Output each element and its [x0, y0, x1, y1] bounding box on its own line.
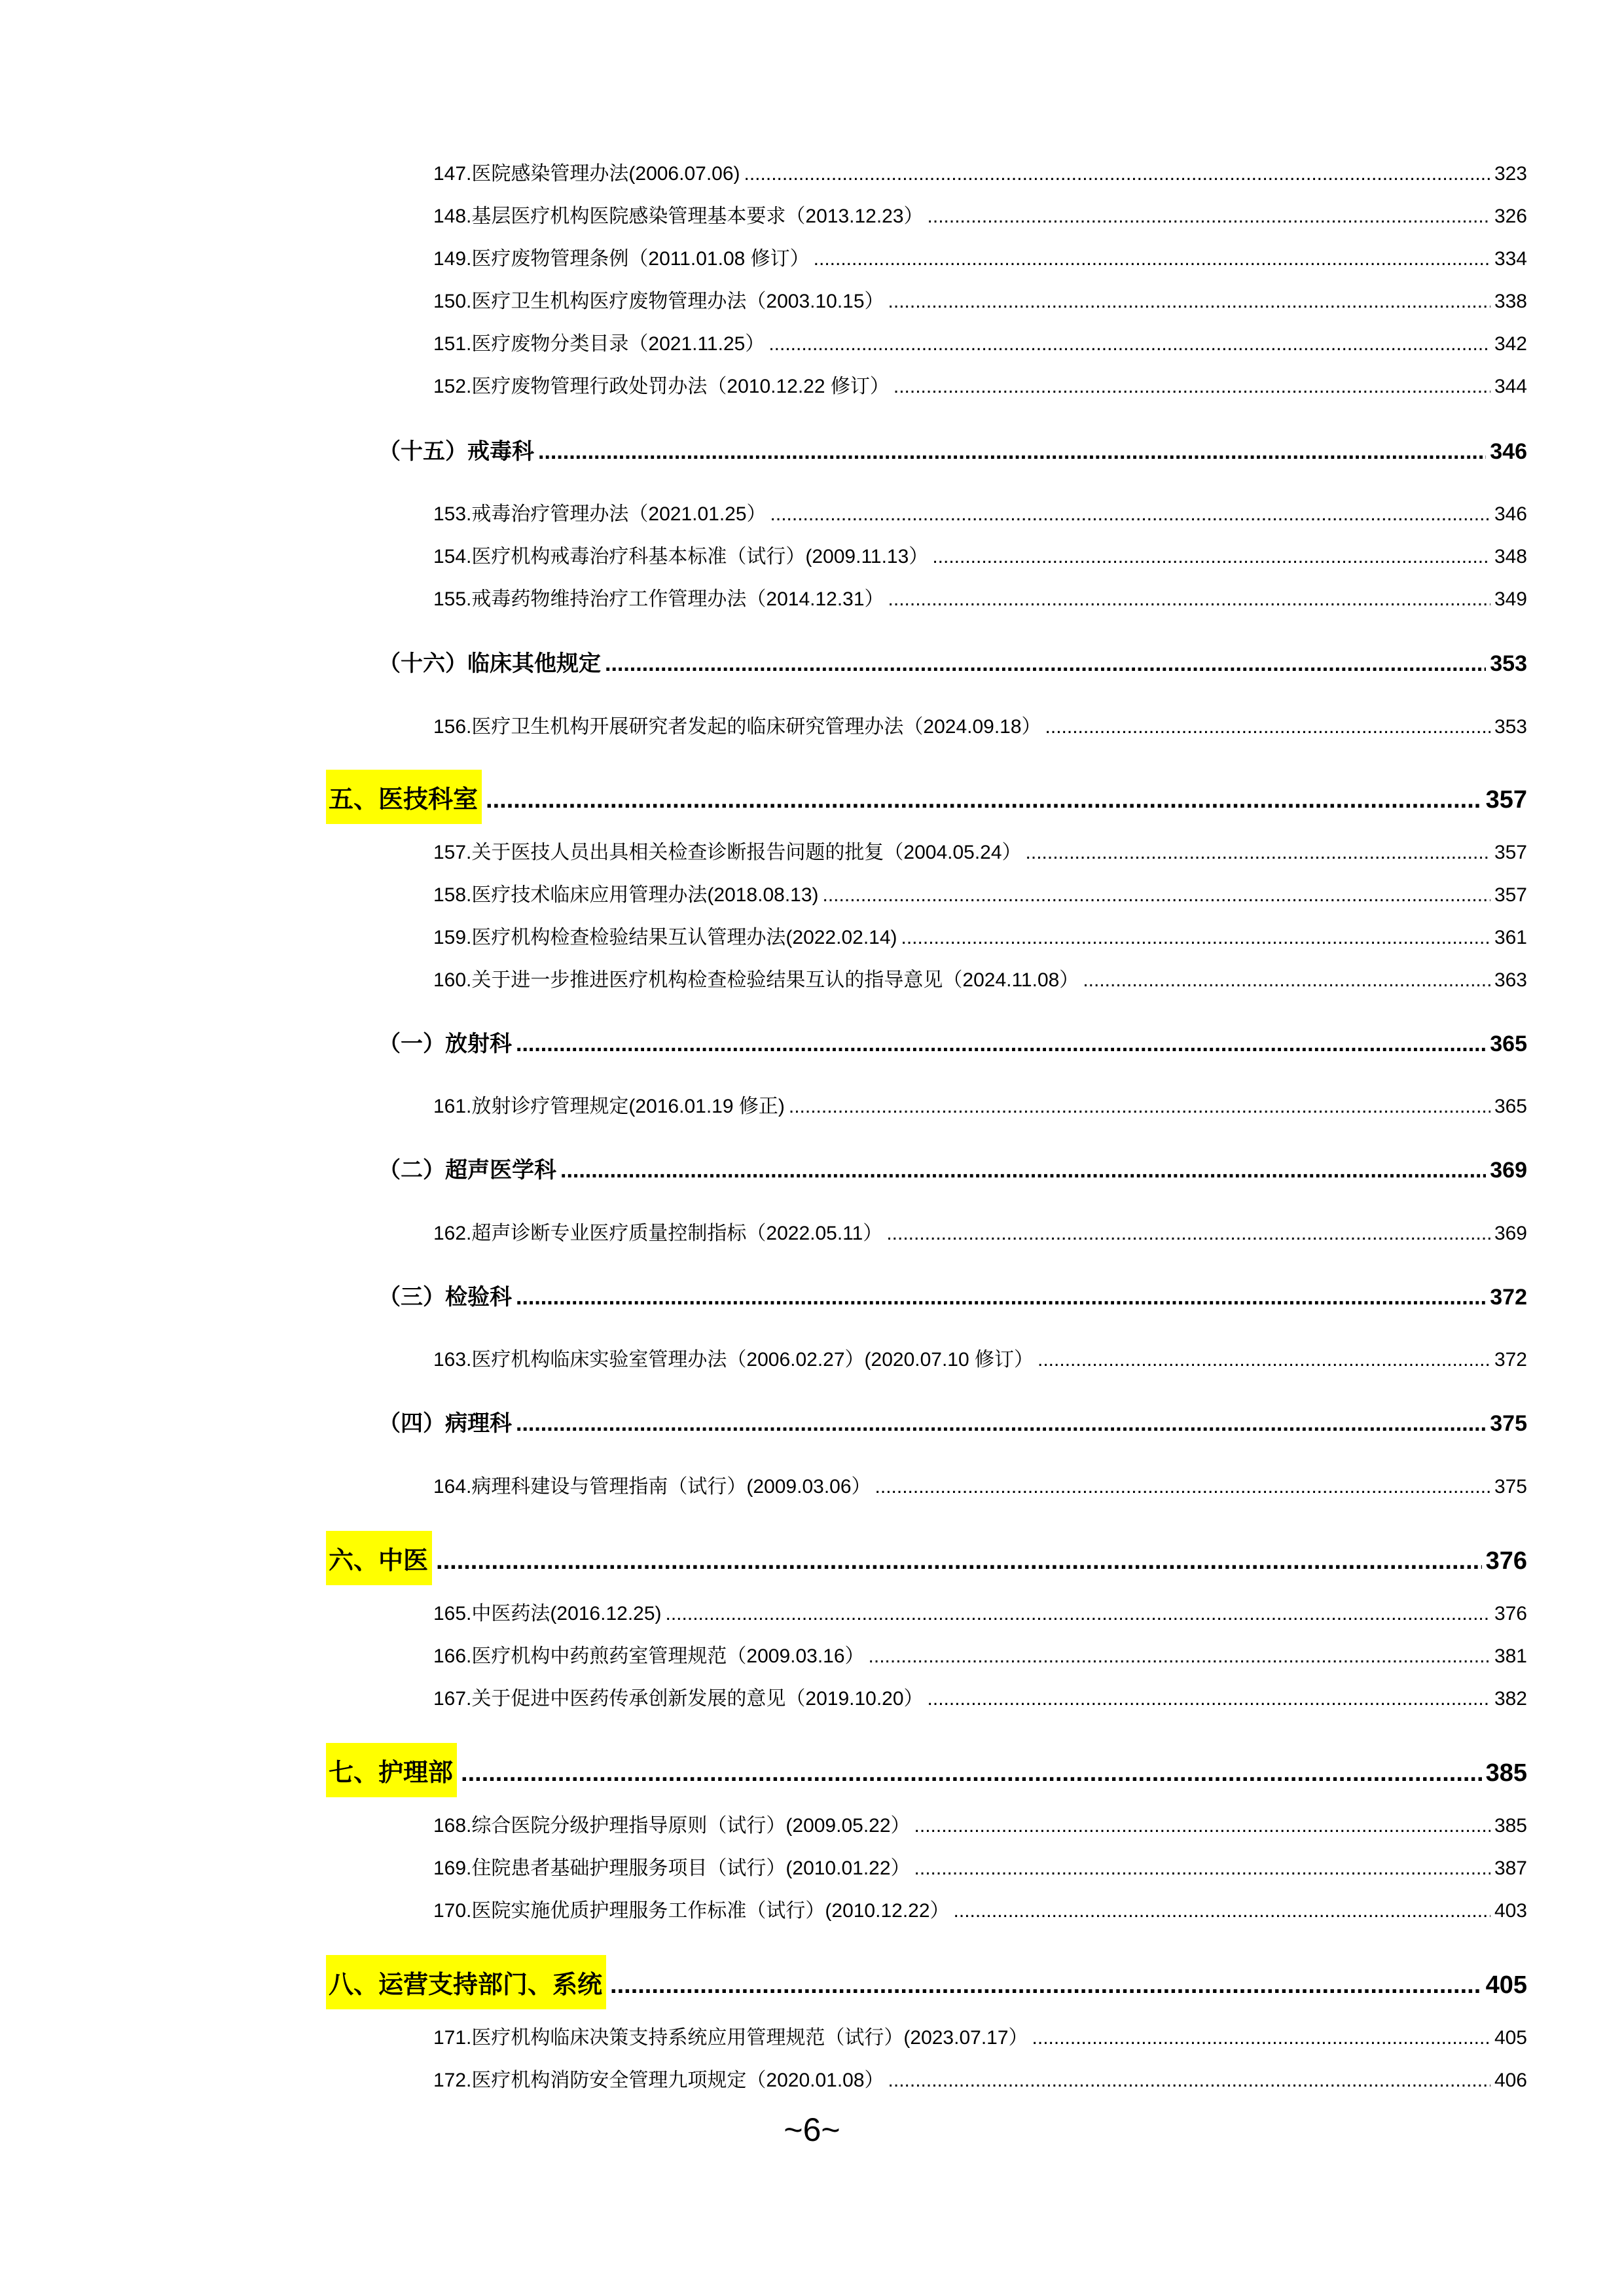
entry-title: 167.关于促进中医药传承创新发展的意见（2019.10.20） [433, 1688, 924, 1710]
entry-title: 149.医疗废物管理条例（2011.01.08 修订） [433, 248, 810, 270]
dot-leader [901, 927, 1490, 949]
entry-page: 334 [1494, 248, 1527, 270]
dot-leader [875, 1476, 1490, 1498]
toc-subsection[interactable] [378, 1279, 1527, 1311]
entry-page: 338 [1494, 291, 1527, 312]
subsection-title: （三）检验科 [378, 1285, 512, 1310]
entry-title: 163.医疗机构临床实验室管理办法（2006.02.27）(2020.07.10 修订） [433, 1349, 1034, 1371]
dot-leader [888, 588, 1490, 611]
toc-entry[interactable] [433, 242, 1527, 271]
entry-page: 406 [1494, 2070, 1527, 2091]
dot-leader [932, 546, 1490, 568]
dot-leader [770, 503, 1490, 526]
entry-title: 154.医疗机构戒毒治疗科基本标准（试行）(2009.11.13） [433, 546, 929, 567]
dot-leader [516, 1031, 1486, 1057]
toc-entry[interactable] [433, 285, 1527, 314]
entry-page: 344 [1494, 376, 1527, 397]
dot-leader [914, 1815, 1490, 1837]
toc-entry[interactable] [433, 497, 1527, 526]
toc-entry[interactable] [433, 1894, 1527, 1923]
dot-leader [1026, 842, 1490, 864]
subsection-page: 372 [1490, 1285, 1527, 1310]
dot-leader [928, 1688, 1490, 1710]
toc-entry[interactable] [433, 1470, 1527, 1499]
toc-entry[interactable] [433, 1852, 1527, 1880]
dot-leader [1038, 1349, 1490, 1371]
toc-entry[interactable] [433, 710, 1527, 739]
toc-entry[interactable] [433, 2064, 1527, 2092]
entry-title: 160.关于进一步推进医疗机构检查检验结果互认的指导意见（2024.11.08） [433, 969, 1079, 991]
dot-leader [1045, 716, 1490, 738]
entry-title: 150.医疗卫生机构医疗废物管理办法（2003.10.15） [433, 291, 884, 312]
toc-section[interactable] [329, 770, 1527, 824]
subsection-page: 365 [1490, 1031, 1527, 1056]
entry-title: 171.医疗机构临床决策支持系统应用管理规范（试行）(2023.07.17） [433, 2027, 1028, 2049]
entry-page: 372 [1494, 1349, 1527, 1371]
entry-title: 147.医院感染管理办法(2006.07.06) [433, 163, 740, 185]
toc-entry[interactable] [433, 370, 1527, 399]
entry-title: 151.医疗废物分类目录（2021.11.25） [433, 333, 765, 355]
dot-leader [605, 651, 1486, 677]
entry-title: 155.戒毒药物维持治疗工作管理办法（2014.12.31） [433, 588, 884, 610]
entry-page: 365 [1494, 1096, 1527, 1117]
dot-leader [610, 1971, 1482, 2000]
dot-leader [789, 1096, 1490, 1118]
toc-entry[interactable] [433, 200, 1527, 228]
entry-page: 342 [1494, 333, 1527, 355]
entry-page: 346 [1494, 503, 1527, 525]
toc-entry[interactable] [433, 963, 1527, 992]
entry-page: 376 [1494, 1603, 1527, 1624]
subsection-title: （一）放射科 [378, 1031, 512, 1056]
entry-page: 326 [1494, 206, 1527, 227]
dot-leader [516, 1285, 1486, 1310]
subsection-page: 346 [1490, 439, 1527, 464]
dot-leader [928, 206, 1490, 228]
section-title: 六、中医 [326, 1531, 432, 1585]
entry-title: 152.医疗废物管理行政处罚办法（2010.12.22 修订） [433, 376, 890, 397]
dot-leader [869, 1645, 1490, 1668]
dot-leader [1083, 969, 1490, 992]
entry-title: 169.住院患者基础护理服务项目（试行）(2010.01.22） [433, 1857, 911, 1879]
entry-page: 357 [1494, 842, 1527, 863]
toc-entry[interactable] [433, 1343, 1527, 1372]
subsection-title: （十六）临床其他规定 [378, 651, 601, 676]
dot-leader [436, 1547, 1482, 1575]
toc-subsection[interactable] [378, 1152, 1527, 1184]
dot-leader [560, 1158, 1486, 1183]
entry-page: 375 [1494, 1476, 1527, 1498]
toc-entry[interactable] [433, 1809, 1527, 1838]
entry-page: 348 [1494, 546, 1527, 567]
toc-entry[interactable] [433, 540, 1527, 569]
toc-entry[interactable] [433, 1682, 1527, 1711]
dot-leader [954, 1900, 1490, 1922]
entry-title: 159.医疗机构检查检验结果互认管理办法(2022.02.14) [433, 927, 897, 948]
subsection-page: 353 [1490, 651, 1527, 676]
section-title: 五、医技科室 [326, 770, 482, 824]
entry-page: 361 [1494, 927, 1527, 948]
dot-leader [886, 1223, 1490, 1245]
toc-section[interactable] [329, 1743, 1527, 1797]
entry-page: 403 [1494, 1900, 1527, 1922]
entry-title: 170.医院实施优质护理服务工作标准（试行）(2010.12.22） [433, 1900, 950, 1922]
entry-page: 349 [1494, 588, 1527, 610]
toc-entry[interactable] [433, 2021, 1527, 2050]
toc-subsection[interactable] [378, 1026, 1527, 1058]
entry-title: 158.医疗技术临床应用管理办法(2018.08.13) [433, 884, 819, 906]
entry-page: 387 [1494, 1857, 1527, 1879]
toc-entry[interactable] [433, 1090, 1527, 1119]
toc-entry[interactable] [433, 1217, 1527, 1246]
entry-title: 168.综合医院分级护理指导原则（试行）(2009.05.22） [433, 1815, 911, 1837]
entry-page: 363 [1494, 969, 1527, 991]
dot-leader [744, 163, 1490, 185]
entry-page: 357 [1494, 884, 1527, 906]
entry-page: 381 [1494, 1645, 1527, 1667]
section-page: 405 [1485, 1971, 1527, 1999]
entry-title: 162.超声诊断专业医疗质量控制指标（2022.05.11） [433, 1223, 883, 1244]
section-page: 385 [1485, 1759, 1527, 1787]
entry-title: 165.中医药法(2016.12.25) [433, 1603, 662, 1624]
subsection-page: 369 [1490, 1158, 1527, 1183]
dot-leader [538, 439, 1486, 465]
entry-title: 164.病理科建设与管理指南（试行）(2009.03.06） [433, 1476, 871, 1498]
entry-page: 353 [1494, 716, 1527, 738]
entry-page: 369 [1494, 1223, 1527, 1244]
toc-subsection[interactable] [378, 645, 1527, 677]
section-page: 376 [1485, 1547, 1527, 1575]
entry-title: 156.医疗卫生机构开展研究者发起的临床研究管理办法（2024.09.18） [433, 716, 1041, 738]
entry-title: 148.基层医疗机构医院感染管理基本要求（2013.12.23） [433, 206, 924, 227]
dot-leader [914, 1857, 1490, 1880]
subsection-title: （四）病理科 [378, 1411, 512, 1436]
entry-page: 382 [1494, 1688, 1527, 1710]
dot-leader [823, 884, 1490, 906]
entry-title: 166.医疗机构中药煎药室管理规范（2009.03.16） [433, 1645, 865, 1667]
entry-title: 153.戒毒治疗管理办法（2021.01.25） [433, 503, 767, 525]
subsection-page: 375 [1490, 1411, 1527, 1436]
dot-leader [814, 248, 1490, 270]
section-page: 357 [1485, 786, 1527, 814]
dot-leader [666, 1603, 1490, 1625]
dot-leader [888, 2070, 1490, 2092]
dot-leader [768, 333, 1490, 355]
toc-subsection[interactable] [378, 1405, 1527, 1437]
toc-section[interactable] [329, 1531, 1527, 1585]
toc-subsection[interactable] [378, 433, 1527, 465]
toc-entry[interactable] [433, 583, 1527, 611]
section-title: 八、运营支持部门、系统 [326, 1955, 606, 2009]
toc-entry[interactable] [433, 1640, 1527, 1668]
dot-leader [461, 1759, 1482, 1787]
page-number: ~6~ [784, 2111, 840, 2148]
toc-entry[interactable] [433, 836, 1527, 865]
toc-entry[interactable] [433, 878, 1527, 907]
subsection-title: （二）超声医学科 [378, 1158, 556, 1183]
entry-page: 385 [1494, 1815, 1527, 1837]
dot-leader [888, 291, 1490, 313]
toc-entry[interactable] [433, 327, 1527, 356]
entry-page: 405 [1494, 2027, 1527, 2049]
section-title: 七、护理部 [326, 1743, 457, 1797]
subsection-title: （十五）戒毒科 [378, 439, 534, 464]
toc-entry[interactable] [433, 921, 1527, 950]
entry-title: 157.关于医技人员出具相关检查诊断报告问题的批复（2004.05.24） [433, 842, 1022, 863]
dot-leader [893, 376, 1490, 398]
entry-title: 161.放射诊疗管理规定(2016.01.19 修正) [433, 1096, 785, 1117]
toc-section[interactable] [329, 1955, 1527, 2009]
entry-page: 323 [1494, 163, 1527, 185]
dot-leader [516, 1411, 1486, 1437]
entry-title: 172.医疗机构消防安全管理九项规定（2020.01.08） [433, 2070, 884, 2091]
toc-entry[interactable] [433, 1597, 1527, 1626]
toc-entry[interactable] [433, 157, 1527, 186]
dot-leader [486, 786, 1482, 814]
dot-leader [1032, 2027, 1490, 2049]
